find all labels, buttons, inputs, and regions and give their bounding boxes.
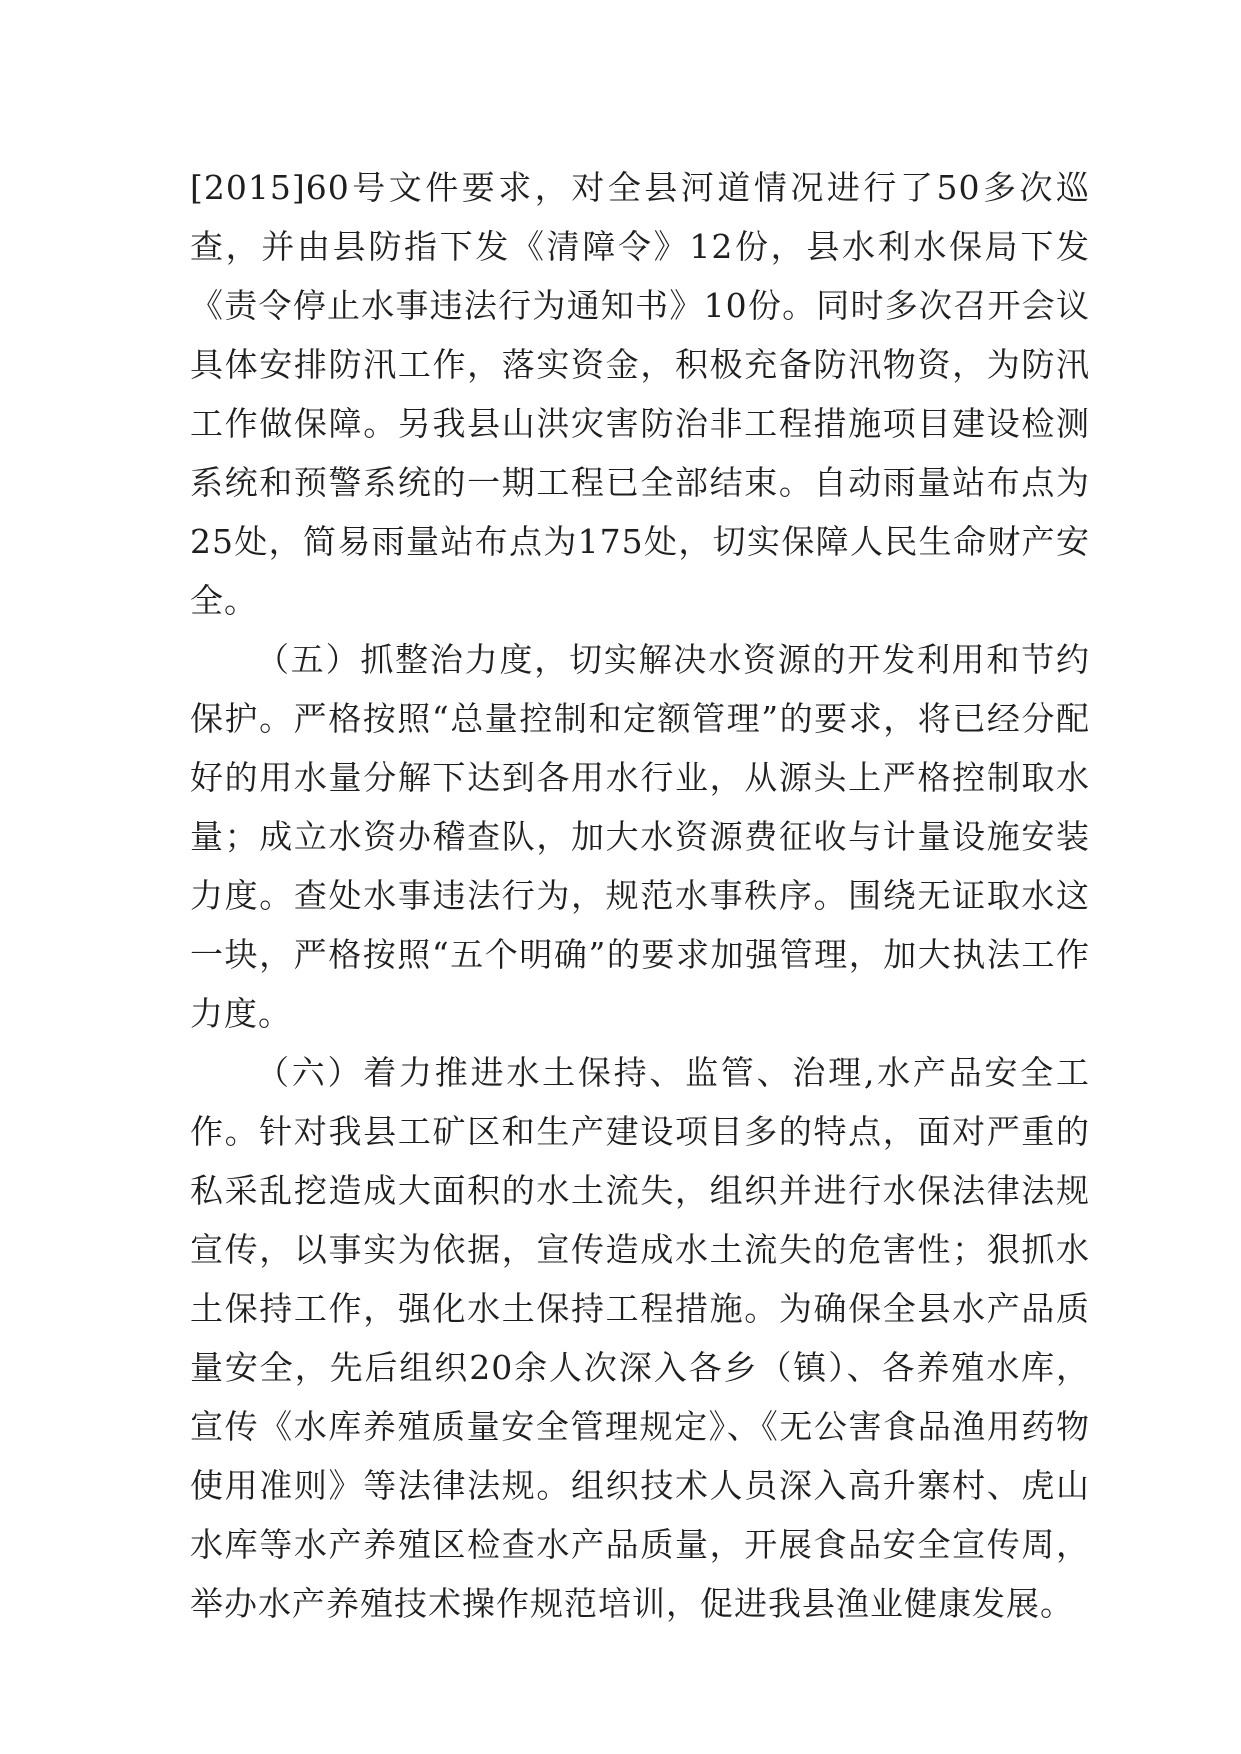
paragraph-flood-control: [2015]60号文件要求，对全县河道情况进行了50多次巡查，并由县防指下发《清障令》12份，县水利水保局下发《责令停止水事违法行为通知书》10份。同时多次召开会议具体安排防汛工作，落实资金，积极充备防汛物资，为防汛工作做保障。另我县山洪灾害防治非工程措施项目建设检测系统和预警系统的一期工程已全部结束。自动雨量站布点为25处，简易雨量站布点为175处，切实保障人民生命财产安全。 (190, 168, 1090, 620)
paragraph-soil-conservation: （六）着力推进水土保持、监管、治理,水产品安全工作。针对我县工矿区和生产建设项目多的特点，面对严重的私采乱挖造成大面积的水土流失，组织并进行水保法律法规宣传，以事实为依据，宣传造成水土流失的危害性；狠抓水土保持工作，强化水土保持工程措施。为确保全县水产品质量安全，先后组织20余人次深入各乡（镇）、各养殖水库，宣传《水库养殖质量安全管理规定》、《无公害食品渔用药物使用准则》等法律法规。组织技术人员深入高升寨村、虎山水库等水产养殖区检查水产品质量，开展食品安全宣传周，举办水产养殖技术操作规范培训，促进我县渔业健康发展。 (190, 1053, 1090, 1623)
paragraph-water-resources: （五）抓整治力度，切实解决水资源的开发利用和节约保护。严格按照“总量控制和定额管理”的要求，将已经分配好的用水量分解下达到各用水行业，从源头上严格控制取水量；成立水资办稽查队，加大水资源费征收与计量设施安装力度。查处水事违法行为，规范水事秩序。围绕无证取水这一块，严格按照“五个明确”的要求加强管理，加大执法工作力度。 (190, 640, 1090, 1033)
document-body (190, 158, 1090, 1633)
